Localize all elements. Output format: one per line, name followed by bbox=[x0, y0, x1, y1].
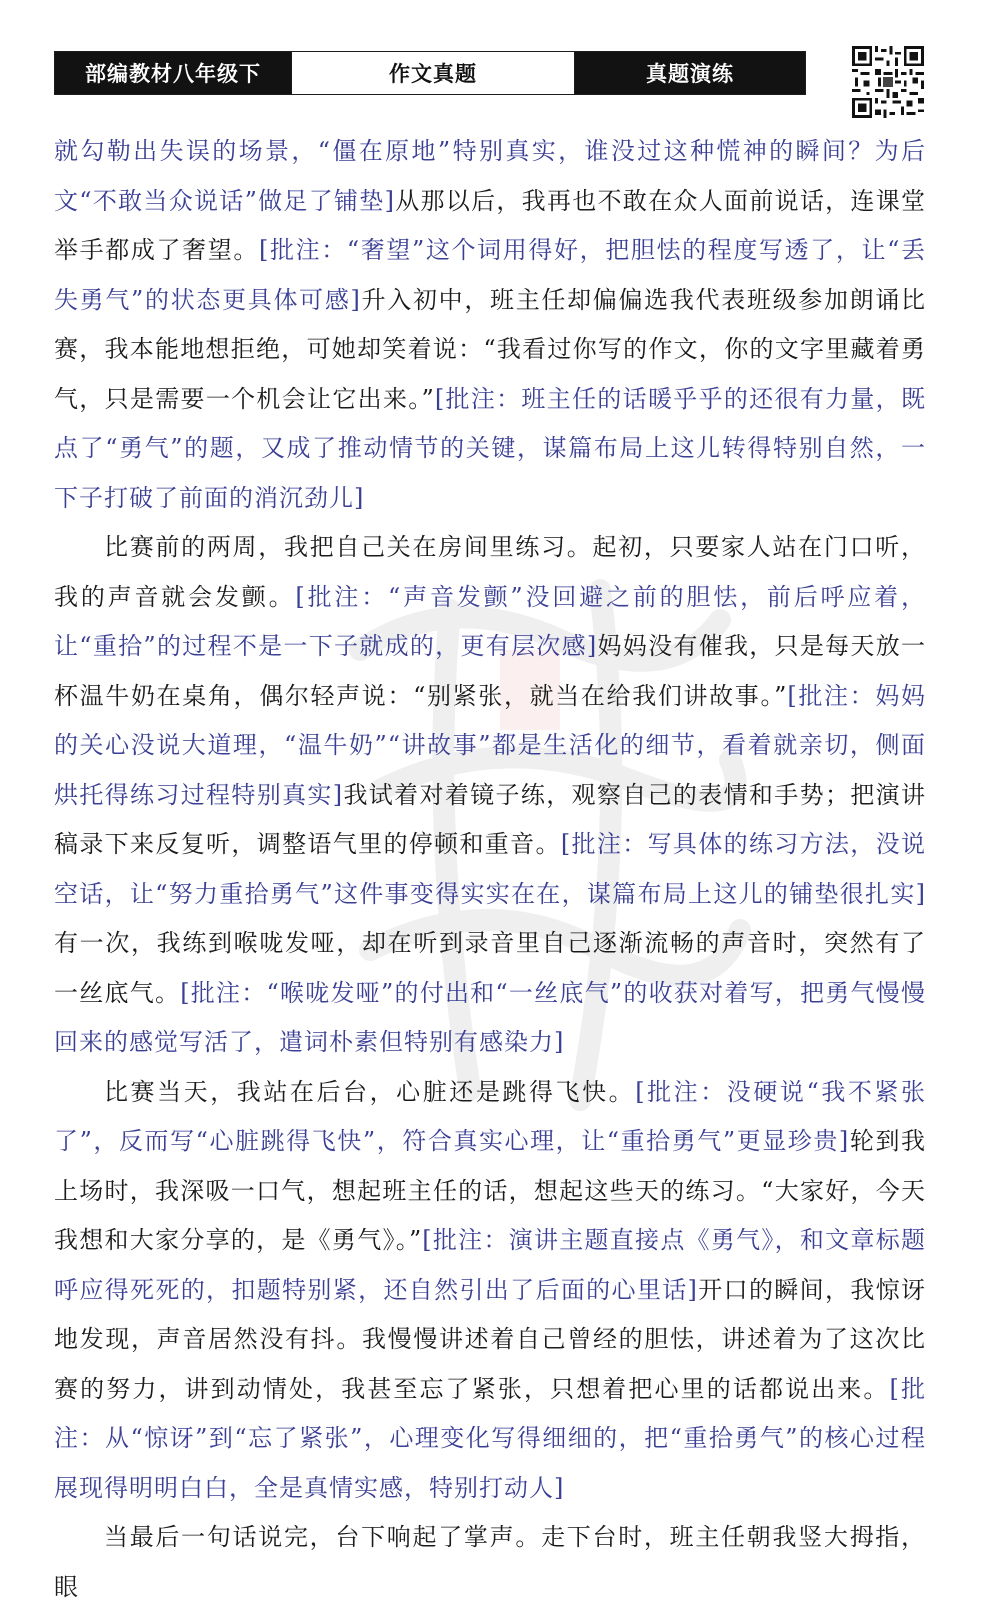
header-bar bbox=[54, 51, 806, 95]
annotation: [批注：“喉咙发哑”的付出和“一丝底气”的收获对着写，把勇气慢慢回来的感觉写活了，遣词朴素但特别有感染力] bbox=[54, 978, 926, 1056]
body-text: 有一次，我练到喉咙发哑，却在听到录音里自己逐渐流畅的声音时，突然有了一丝底气。 bbox=[54, 929, 926, 1007]
header-grade-label: 部编教材八年级下 bbox=[55, 52, 291, 94]
annotation: [批注：“声音发颤”没回避之前的胆怯，前后呼应着，让“重拾”的过程不是一下子就成的，更有层次感] bbox=[54, 582, 926, 660]
annotation: [批注：妈妈的关心没说大道理，“温牛奶”“讲故事”都是生活化的细节，看着就亲切，侧面烘托得练习过程特别真实] bbox=[54, 681, 926, 809]
body-text: 妈妈没有催我，只是每天放一杯温牛奶在桌角，偶尔轻声说：“别紧张，就当在给我们讲故事。” bbox=[54, 632, 926, 710]
body-text: 当最后一句话说完，台下响起了掌声。走下台时，班主任朝我竖大拇指，眼 bbox=[54, 1523, 926, 1601]
header-practice-label: 真题演练 bbox=[575, 52, 805, 94]
paragraph-1 bbox=[54, 127, 926, 523]
annotation: [批注：从“惊讶”到“忘了紧张”，心理变化写得细细的，把“重拾勇气”的核心过程展现得明明白白，全是真情实感，特别打动人] bbox=[54, 1374, 926, 1502]
paragraph-4 bbox=[54, 1513, 926, 1612]
annotation: [批注：写具体的练习方法，没说空话，让“努力重拾勇气”这件事变得实实在在，谋篇布局上这儿的铺垫很扎实] bbox=[54, 830, 926, 908]
qr-code-icon bbox=[852, 46, 924, 118]
body-text: 开口的瞬间，我惊讶地发现，声音居然没有抖。我慢慢讲述着自己曾经的胆怯，讲述着为了这次比赛的努力，讲到动情处，我甚至忘了紧张，只想着把心里的话都说出来。 bbox=[54, 1275, 926, 1403]
body-text: 比赛当天，我站在后台，心脏还是跳得飞快。 bbox=[104, 1077, 636, 1106]
essay-body bbox=[54, 127, 926, 1612]
body-text: 轮到我上场时，我深吸一口气，想起班主任的话，想起这些天的练习。“大家好，今天我想和大家分享的，是《勇气》。” bbox=[54, 1127, 927, 1254]
annotation: [批注：演讲主题直接点《勇气》，和文章标题呼应得死死的，扣题特别紧，还自然引出了后面的心里话] bbox=[54, 1226, 926, 1304]
header-section-label: 作文真题 bbox=[291, 52, 575, 94]
annotation: 就勾勒出失误的场景，“僵在原地”特别真实，谁没过这种慌神的瞬间？为后文“不敢当众说话”做足了铺垫] bbox=[54, 137, 926, 215]
body-text: 比赛前的两周，我把自己关在房间里练习。起初，只要家人站在门口听，我的声音就会发颤。 bbox=[54, 533, 926, 611]
body-text: 我试着对着镜子练，观察自己的表情和手势；把演讲稿录下来反复听，调整语气里的停顿和重音。 bbox=[54, 780, 926, 858]
annotation: [批注：“奢望”这个词用得好，把胆怯的程度写透了，让“丢失勇气”的状态更具体可感] bbox=[54, 236, 927, 314]
annotation: [批注：没硬说“我不紧张了”，反而写“心脏跳得飞快”，符合真实心理，让“重拾勇气”更显珍贵] bbox=[54, 1077, 926, 1155]
body-text: 升入初中，班主任却偏偏选我代表班级参加朗诵比赛，我本能地想拒绝，可她却笑着说：“我看过你写的作文，你的文字里藏着勇气，只是需要一个机会让它出来。” bbox=[54, 285, 927, 413]
paragraph-2 bbox=[54, 523, 926, 1068]
annotation: [批注：班主任的话暖乎乎的还很有力量，既点了“勇气”的题，又成了推动情节的关键，谋篇布局上这儿转得特别自然，一下子打破了前面的消沉劲儿] bbox=[54, 384, 926, 512]
body-text: 从那以后，我再也不敢在众人面前说话，连课堂举手都成了奢望。 bbox=[54, 186, 927, 264]
paragraph-3 bbox=[54, 1068, 926, 1514]
